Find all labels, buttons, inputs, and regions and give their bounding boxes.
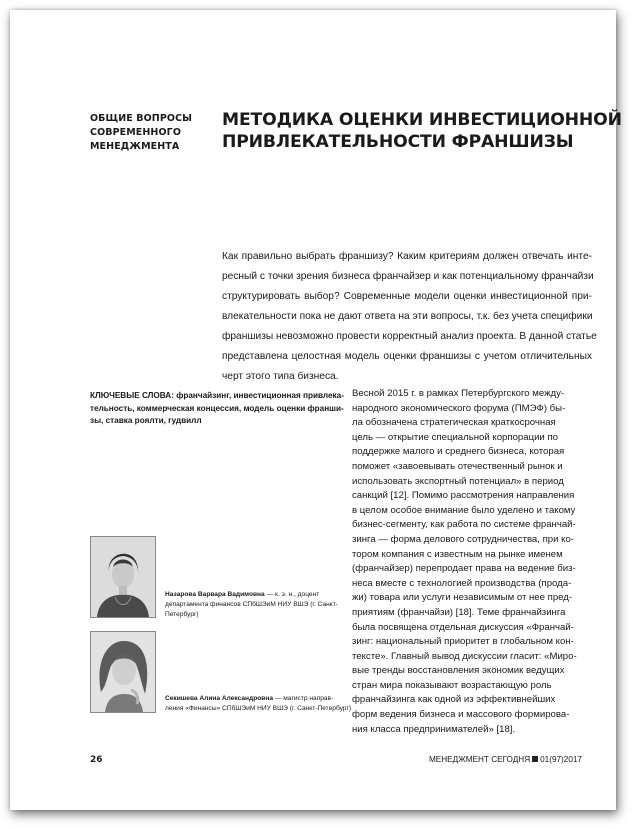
lead-line: структурировать выбор? Современные модели оценки инвестиционной при- xyxy=(222,291,592,302)
author-line: — к. э. н., доцент xyxy=(264,591,320,598)
body-line: поддержке малого и среднего бизнеса, которая xyxy=(352,446,565,458)
keywords-line: франчайзинг, инвестиционная привлека- xyxy=(173,391,344,400)
body-line: санкций [12]. Помимо рассмотрения направления xyxy=(352,490,575,502)
article-title xyxy=(222,109,622,153)
keywords-label: КЛЮЧЕВЫЕ СЛОВА: xyxy=(90,391,174,400)
section-label-line: СОВРЕМЕННОГО xyxy=(90,127,181,138)
author-photo-sekisheva xyxy=(90,631,156,713)
magazine-page xyxy=(10,10,622,810)
lead-paragraph xyxy=(222,247,597,387)
body-line: зинга — форма делового сотрудничества, при ко- xyxy=(352,533,574,545)
body-line: вые тренды восстановления экономик ведущих xyxy=(352,665,565,677)
body-line: неса вместе с технологией производства (прода- xyxy=(352,577,572,589)
body-line: бизнес-сегменту, как работа по системе франчай- xyxy=(352,519,576,531)
square-separator-icon xyxy=(532,756,538,762)
section-label-line: МЕНЕДЖМЕНТА xyxy=(90,141,180,152)
lead-line: ресный с точки зрения бизнеса франчайзер и как потенциальному франчайзи xyxy=(222,271,594,282)
author-sekisheva xyxy=(165,694,352,714)
lead-line: Как правильно выбрать франшизу? Каким критериям должен отвечать инте- xyxy=(222,251,592,262)
body-line: поможет «завоевывать отечественный рынок и xyxy=(352,460,563,472)
section-label-line: ОБЩИЕ ВОПРОСЫ xyxy=(90,113,193,124)
title-line: ПРИВЛЕКАТЕЛЬНОСТИ ФРАНШИЗЫ xyxy=(222,132,574,152)
body-line: зинг: национальный приоритет в глобальном кон- xyxy=(352,636,574,648)
author-line: — магистр направ- xyxy=(272,695,334,702)
body-line: цель — открытие специальной корпорации по xyxy=(352,431,558,443)
lead-line: черт этого типа бизнеса. xyxy=(222,371,339,382)
author-name: Назарова Варвара Вадимовна xyxy=(165,591,265,598)
body-line: стран мира показывают возрастающую роль xyxy=(352,679,552,691)
body-line: Весной 2015 г. в рамках Петербургского между- xyxy=(352,388,565,399)
lead-line: франшизы невозможно провести корректный анализ проекта. В данной статье xyxy=(222,331,597,342)
journal-name: МЕНЕДЖМЕНТ СЕГОДНЯ xyxy=(428,755,531,764)
body-line: в целом особое внимание было уделено и такому xyxy=(352,504,576,516)
author-line: Петербург) xyxy=(165,610,199,618)
body-line: приятиям (франчайзи) [18]. Теме франчайзинга xyxy=(352,606,566,618)
body-line: была посвящена отдельная дискуссия «Франчай- xyxy=(352,621,574,633)
lead-line: влекательности пока не дают ответа на эти вопросы, т.к. без учета специфики xyxy=(222,311,593,322)
portrait-image xyxy=(91,537,155,617)
body-line: тексте». Главный вывод дискуссии гласит: «Миро- xyxy=(352,650,577,662)
author-line: ления «Финансы» СПбШЭиМ НИУ ВШЭ (г. Санкт-Петербург) xyxy=(165,704,352,712)
portrait-image xyxy=(91,632,155,712)
body-line: (франчайзер) перепродает права на ведение биз- xyxy=(352,563,576,575)
body-line: тором компания с известным на рынке именем xyxy=(352,548,563,560)
journal-issue: 01(97)2017 xyxy=(540,755,582,764)
body-line: форм ведения бизнеса и массового формирова- xyxy=(352,709,570,721)
body-line: ния класса предпринимателей» [18]. xyxy=(352,723,516,735)
lead-line: представлена целостная модель оценки франшизы с учетом отличительных xyxy=(222,351,592,362)
section-label xyxy=(90,112,205,154)
author-photo-nazarova xyxy=(90,536,156,618)
body-line: жи) товара или услуги независимым от нее пред- xyxy=(352,592,573,604)
journal-footer xyxy=(429,755,582,764)
author-name: Секишева Алина Александровна xyxy=(165,695,273,702)
body-line: франчайзинга как одной из эффективнейших xyxy=(352,694,556,706)
author-nazarova xyxy=(165,590,340,619)
body-line: народного экономического форума (ПМЭФ) бы- xyxy=(352,402,566,414)
page-number: 26 xyxy=(90,755,103,765)
title-line: МЕТОДИКА ОЦЕНКИ ИНВЕСТИЦИОННОЙ xyxy=(222,110,622,130)
keywords-line: тельность, коммерческая концессия, модель оценки франши- xyxy=(90,403,344,413)
body-line: ла обозначена стратегическая краткосрочная xyxy=(352,417,556,429)
author-line: департамента финансов СПбШЭиМ НИУ ВШЭ (г. Санкт- xyxy=(165,600,338,608)
keywords-line: зы, ставка роялти, гудвилл xyxy=(90,416,202,425)
keywords-block xyxy=(90,390,344,428)
body-column xyxy=(352,387,597,737)
body-line: использовать экспортный потенциал» в период xyxy=(352,475,564,487)
